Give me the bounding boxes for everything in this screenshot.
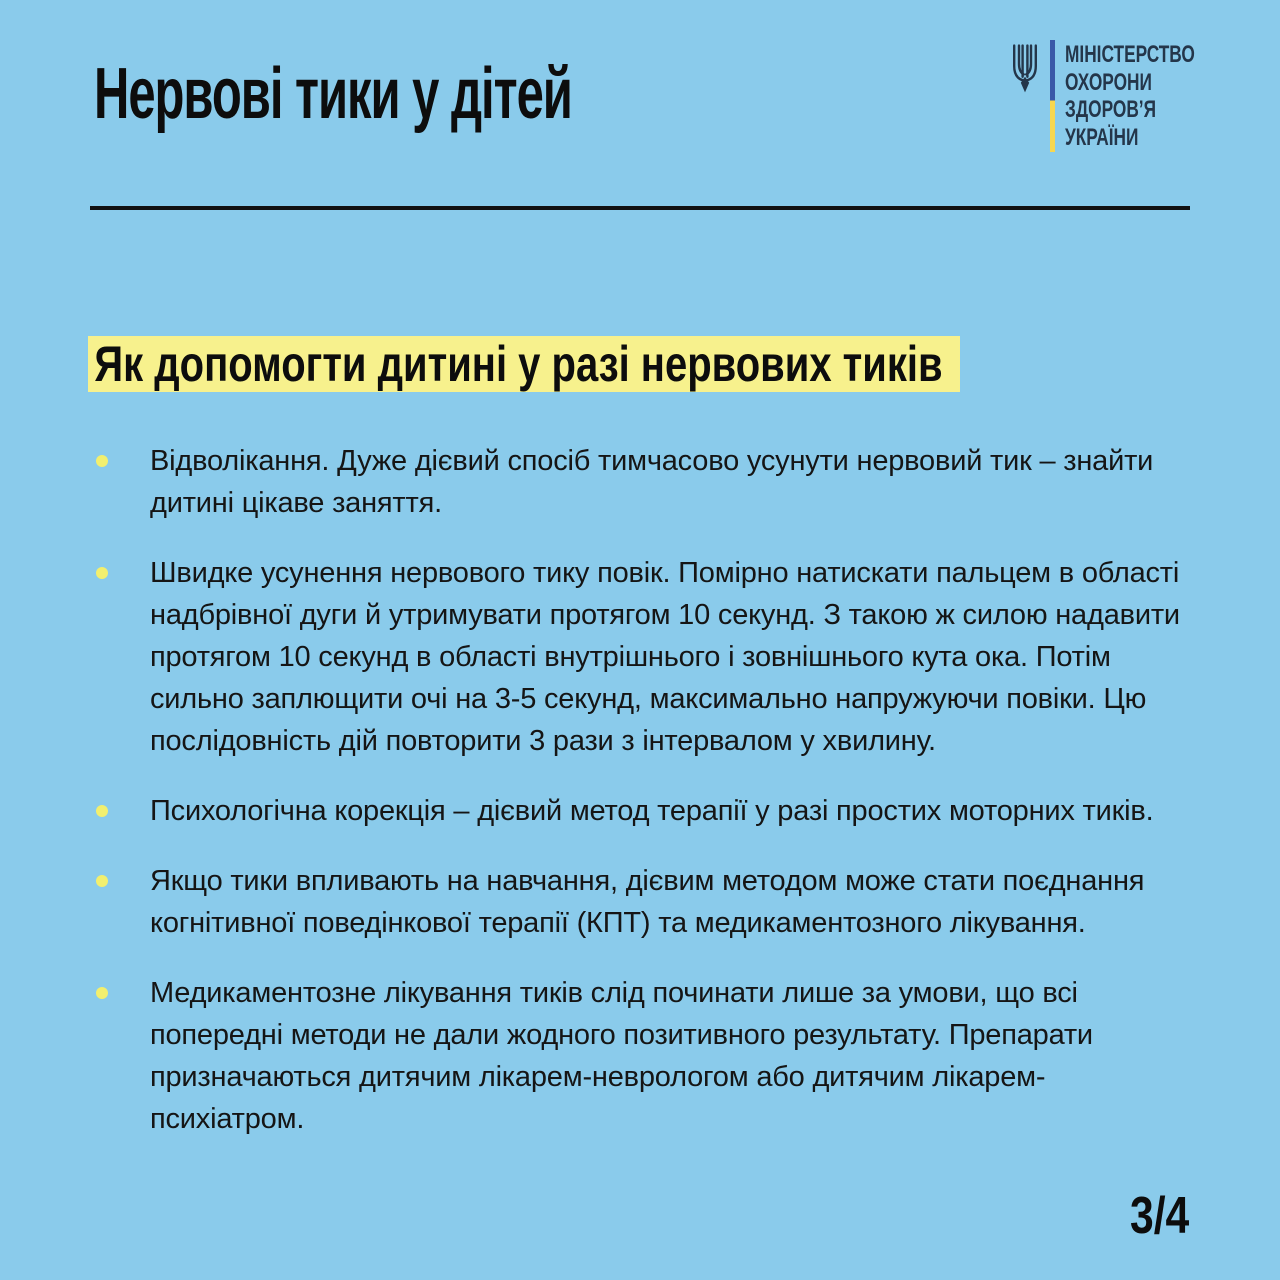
bullet-text: Якщо тики впливають на навчання, дієвим методом може стати поєднання когнітивної поведінкової терапії (КПТ) та медикаментозного лікування. bbox=[150, 865, 1145, 939]
bullet-dot-icon bbox=[96, 567, 108, 579]
bullet-dot-icon bbox=[96, 455, 108, 467]
bullet-text: Відволікання. Дуже дієвий спосіб тимчасово усунути нервовий тик – знайти дитині цікаве заняття. bbox=[150, 445, 1154, 519]
bullet-dot-icon bbox=[96, 875, 108, 887]
list-item bbox=[96, 860, 1194, 944]
ministry-name-line: ОХОРОНИ bbox=[1065, 68, 1152, 96]
bullet-dot-icon bbox=[96, 987, 108, 999]
bullet-dot-icon bbox=[96, 805, 108, 817]
section-heading: Як допомогти дитині у разі нервових тиків bbox=[88, 336, 960, 392]
page-title: Нервові тики у дітей bbox=[94, 54, 572, 134]
bullet-text: Психологічна корекція – дієвий метод терапії у разі простих моторних тиків. bbox=[150, 795, 1154, 827]
list-item bbox=[96, 440, 1194, 524]
flag-divider-bar bbox=[1050, 40, 1055, 152]
bullet-text: Медикаментозне лікування тиків слід починати лише за умови, що всі попередні методи не дали жодного позитивного результату. Препарати призначаються дитячим лікарем-неврологом або дитячим лікарем-психіатром. bbox=[150, 977, 1093, 1135]
divider-line bbox=[90, 206, 1190, 210]
ministry-name-line: УКРАЇНИ bbox=[1065, 123, 1139, 151]
ministry-name-line: МІНІСТЕРСТВО bbox=[1065, 41, 1195, 68]
trident-icon bbox=[1006, 42, 1044, 96]
bullet-text: Швидке усунення нервового тику повік. Помірно натискати пальцем в області надбрівної дуги й утримувати протягом 10 секунд. З такою ж силою надавити протягом 10 секунд в області внутрішнього і зовнішнього кута ока. Потім сильно заплющити очі на 3-5 секунд, максимально напружуючи повіки. Цю послідовність дій повторити 3 рази з інтервалом у хвилину. bbox=[150, 557, 1180, 757]
ministry-name-line: ЗДОРОВ’Я bbox=[1065, 96, 1157, 123]
ministry-name bbox=[1065, 41, 1195, 151]
page-indicator: 3/4 bbox=[1130, 1187, 1190, 1245]
ministry-logo bbox=[1006, 40, 1245, 152]
section-heading-wrap bbox=[88, 336, 1178, 392]
list-item bbox=[96, 552, 1194, 762]
list-item bbox=[96, 972, 1194, 1140]
bullet-list bbox=[96, 440, 1194, 1168]
list-item bbox=[96, 790, 1194, 832]
